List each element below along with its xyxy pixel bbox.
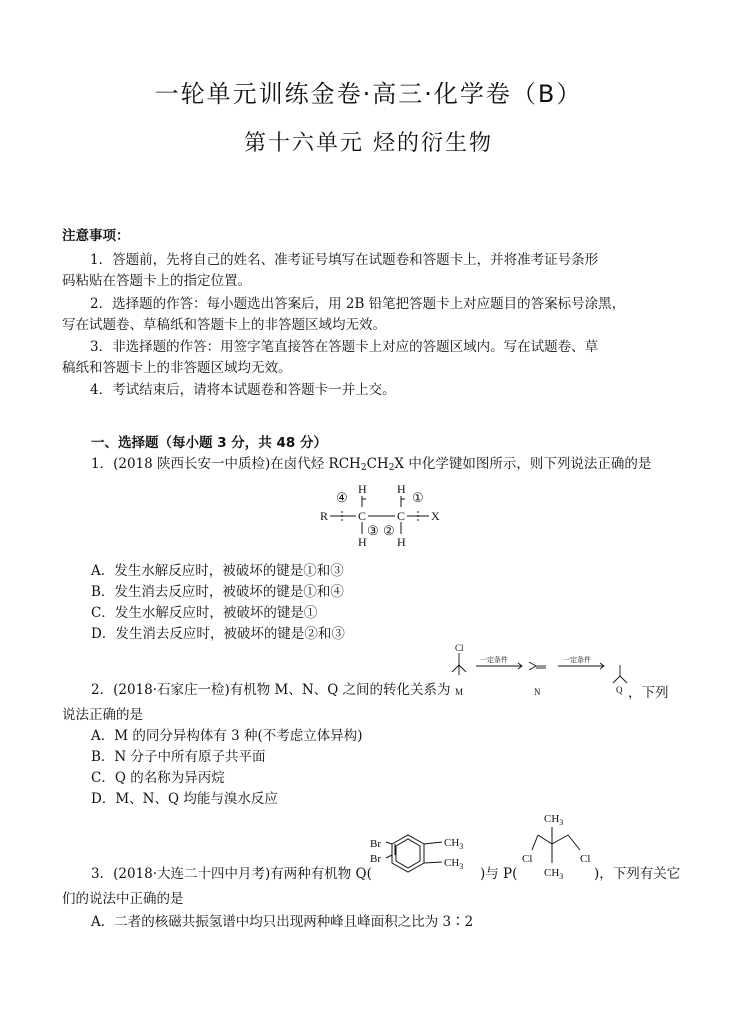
- q3-option-a: A．二者的核磁共振氢谱中均只出现两种峰且峰面积之比为 3∶2: [91, 914, 474, 930]
- q1-option-a: A．发生水解反应时，被破坏的键是①和③: [91, 563, 344, 579]
- q2-stem-continued: 说法正确的是: [62, 707, 143, 723]
- q1-bond-diagram: [320, 478, 450, 550]
- bromine-label: Br: [370, 838, 381, 850]
- methyl-label: $CH_3$: [544, 867, 564, 881]
- q2-option-a: A．M 的同分异构体有 3 种(不考虑立体异构): [91, 728, 363, 744]
- compound-n-label: N: [534, 687, 541, 697]
- bond-2-marker: ②: [383, 523, 395, 538]
- chlorine-label: Cl: [580, 853, 591, 865]
- methyl-label: $CH_3$: [544, 813, 564, 827]
- question-3-stem-b: )与 P(: [480, 866, 518, 882]
- compound-q-label: Q: [616, 685, 623, 695]
- chlorine-label: Cl: [522, 853, 533, 865]
- notice-line: 稿纸和答题卡上的非答题区域均无效。: [62, 360, 292, 376]
- notice-line: 3．非选择题的作答：用签字笔直接答在答题卡上对应的答题区域内。写在试题卷、草: [90, 339, 599, 355]
- q2-option-b: B．N 分子中所有原子共平面: [91, 749, 266, 765]
- notice-heading: 注意事项：: [62, 228, 130, 244]
- compound-p-structure: [522, 810, 594, 886]
- notice-line: 1．答题前，先将自己的姓名、准考证号填写在试题卷和答题卡上，并将准考证号条形: [90, 252, 599, 268]
- question-1-stem: [91, 454, 651, 478]
- reaction-condition-1: 一定条件: [480, 656, 508, 664]
- bond-1-marker: ①: [412, 490, 424, 505]
- carbon-label: C: [358, 509, 367, 523]
- question-2-stem: 2．(2018·石家庄一检)有机物 M、N、Q 之间的转化关系为: [91, 682, 451, 698]
- bromine-label: Br: [370, 853, 381, 865]
- compound-m-label: M: [455, 687, 464, 697]
- compound-q-structure: [360, 825, 480, 885]
- q2-stem-tail: ，下列: [628, 685, 669, 701]
- q2-option-c: C．Q 的名称为异丙烷: [91, 770, 225, 786]
- notice-line: 写在试题卷、草稿纸和答题卡上的非答题区域均无效。: [62, 317, 386, 333]
- q1-option-d: D．发生消去反应时，被破坏的键是②和③: [91, 626, 345, 642]
- hydrogen-label: H: [397, 482, 406, 496]
- reaction-condition-2: 一定条件: [563, 656, 591, 664]
- chlorine-label: Cl: [455, 643, 464, 653]
- q1-option-b: B．发生消去反应时，被破坏的键是①和④: [91, 584, 344, 600]
- exam-title: 一轮单元训练金卷·高三·化学卷（B）: [154, 80, 583, 108]
- q1-stem-part: 1．(2018 陕西长安一中质检)在卤代烃 RCH: [91, 456, 361, 472]
- question-3-stem-a: 3．(2018·大连二十四中月考)有两种有机物 Q(: [91, 866, 372, 882]
- q1-stem-part: X 中化学键如图所示，则下列说法正确的是: [394, 456, 652, 472]
- q1-stem-part: CH: [366, 456, 389, 472]
- r-label: R: [320, 509, 329, 523]
- carbon-label: C: [397, 509, 406, 523]
- q2-option-d: D．M、N、Q 均能与溴水反应: [91, 791, 278, 807]
- hydrogen-label: H: [358, 535, 367, 549]
- hydrogen-label: H: [397, 535, 406, 549]
- bond-3-marker: ③: [367, 523, 379, 538]
- unit-title: 第十六单元 烃的衍生物: [244, 131, 493, 156]
- section-heading: 一、选择题（每小题 3 分，共 48 分）: [91, 435, 327, 451]
- methyl-label: $CH_3$: [444, 837, 464, 851]
- q1-option-c: C．发生水解反应时，被破坏的键是①: [91, 605, 318, 621]
- q2-reaction-scheme: [450, 640, 640, 698]
- question-3-stem-continued: 们的说法中正确的是: [62, 891, 184, 907]
- hydrogen-label: H: [358, 482, 367, 496]
- question-3-stem-c: )，下列有关它: [594, 866, 681, 882]
- notice-line: 码粘贴在答题卡上的指定位置。: [62, 273, 251, 289]
- q1-stem-sub: 2: [360, 463, 367, 473]
- x-label: X: [431, 509, 440, 523]
- bond-4-marker: ④: [336, 490, 348, 505]
- notice-line: 2．选择题的作答：每小题选出答案后，用 2B 铅笔把答题卡上对应题目的答案标号涂黑，: [90, 296, 626, 312]
- notice-line: 4．考试结束后，请将本试题卷和答题卡一并上交。: [90, 382, 396, 398]
- q1-stem-sub: 2: [388, 463, 395, 473]
- methyl-label: $CH_3$: [444, 857, 464, 871]
